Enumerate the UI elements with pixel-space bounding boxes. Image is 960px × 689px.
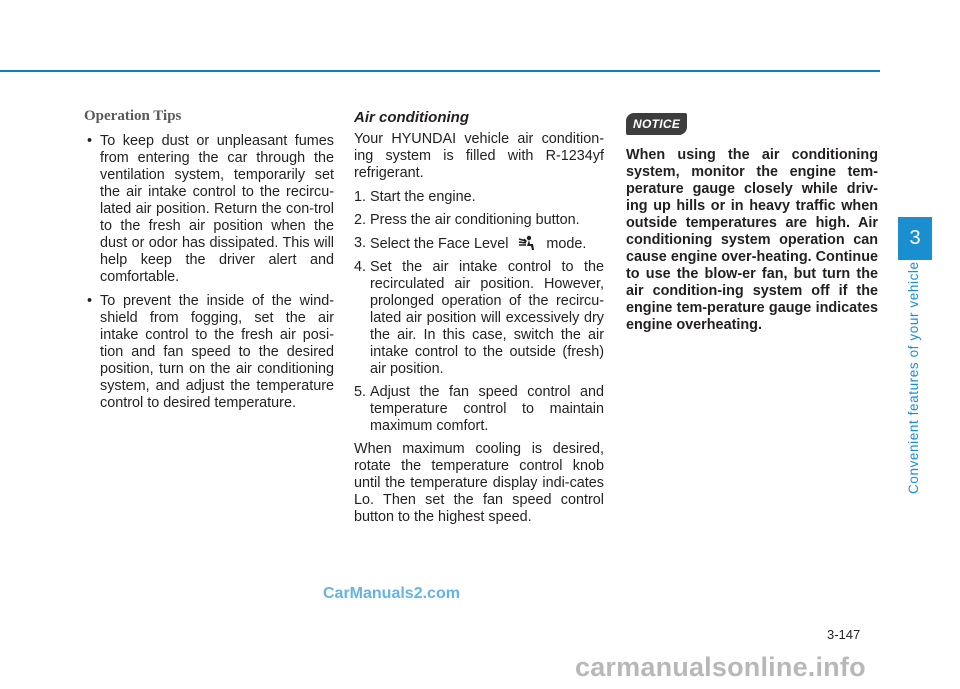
step-text-after-icon: mode. bbox=[546, 236, 587, 252]
watermark-top[interactable]: CarManuals2.com bbox=[323, 585, 460, 602]
step-number: 2. bbox=[354, 212, 367, 228]
air-conditioning-closing: When maximum cooling is desired, rotate the temperature control knob until the temperature display indi-cates Lo. Then set the fan speed control button to the highest speed. bbox=[354, 441, 604, 525]
tip-item bbox=[84, 293, 334, 412]
step-number: 3. bbox=[354, 235, 367, 251]
step-text-before-icon: Select the Face Level bbox=[370, 236, 509, 252]
step-number: 4. bbox=[354, 259, 367, 275]
step-text: Adjust the fan speed control and temperature control to maintain maximum comfort. bbox=[370, 384, 604, 434]
air-conditioning-section bbox=[354, 109, 604, 533]
tip-item bbox=[84, 133, 334, 286]
chapter-number-tab: 3 bbox=[898, 217, 932, 260]
step-text: Press the air conditioning button. bbox=[370, 212, 580, 228]
step-item bbox=[354, 189, 604, 206]
step-item bbox=[354, 212, 604, 229]
operation-tips-heading: Operation Tips bbox=[84, 108, 182, 124]
step-number: 5. bbox=[354, 384, 367, 400]
bullet-icon: • bbox=[87, 133, 93, 149]
air-conditioning-intro: Your HYUNDAI vehicle air condition-ing system is filled with R-1234yf refrigerant. bbox=[354, 131, 604, 181]
step-text: Start the engine. bbox=[370, 189, 476, 205]
notice-section bbox=[626, 113, 878, 334]
tip-text: To prevent the inside of the wind-shield from fogging, set the air intake control to the fresh air posi-tion and fan speed to the desired position, turn on the air conditioning system, and adjust the temperature control to desired temperature. bbox=[100, 293, 334, 411]
notice-badge: NOTICE bbox=[626, 113, 687, 135]
step-item bbox=[354, 259, 604, 378]
watermark-bottom[interactable]: carmanualsonline.info bbox=[575, 652, 866, 682]
step-number: 1. bbox=[354, 189, 367, 205]
operation-tips-section bbox=[84, 108, 334, 419]
step-text: Set the air intake control to the recirculated air position. However, prolonged operation of the recircu-lated air position will excessively dry the air. In this case, switch the air intake control to the outside (fresh) air position. bbox=[370, 259, 604, 377]
header-rule bbox=[0, 70, 880, 72]
air-conditioning-heading: Air conditioning bbox=[354, 109, 469, 126]
notice-text: When using the air conditioning system, monitor the engine tem-perature gauge closely while driv-ing up hills or in heavy traffic when outside temperatures are high. Air conditioning system operation can cause engine over-heating. Continue to use the blow-er fan, but turn the air condition-ing system off if the engine tem-perature gauge indicates engine overheating. bbox=[626, 147, 878, 333]
step-item bbox=[354, 235, 604, 253]
bullet-icon: • bbox=[87, 293, 93, 309]
page-number: 3-147 bbox=[827, 627, 861, 642]
step-item bbox=[354, 384, 604, 435]
chapter-title: Convenient features of your vehicle bbox=[906, 261, 921, 494]
face-level-mode-icon bbox=[518, 235, 538, 251]
tip-text: To keep dust or unpleasant fumes from entering the car through the ventilation system, temporarily set the air intake control to the recircu-lated air position. Return the con-trol to the fresh air position when the dust or odor has dissipated. This will help keep the driver alert and comfortable. bbox=[100, 133, 334, 285]
